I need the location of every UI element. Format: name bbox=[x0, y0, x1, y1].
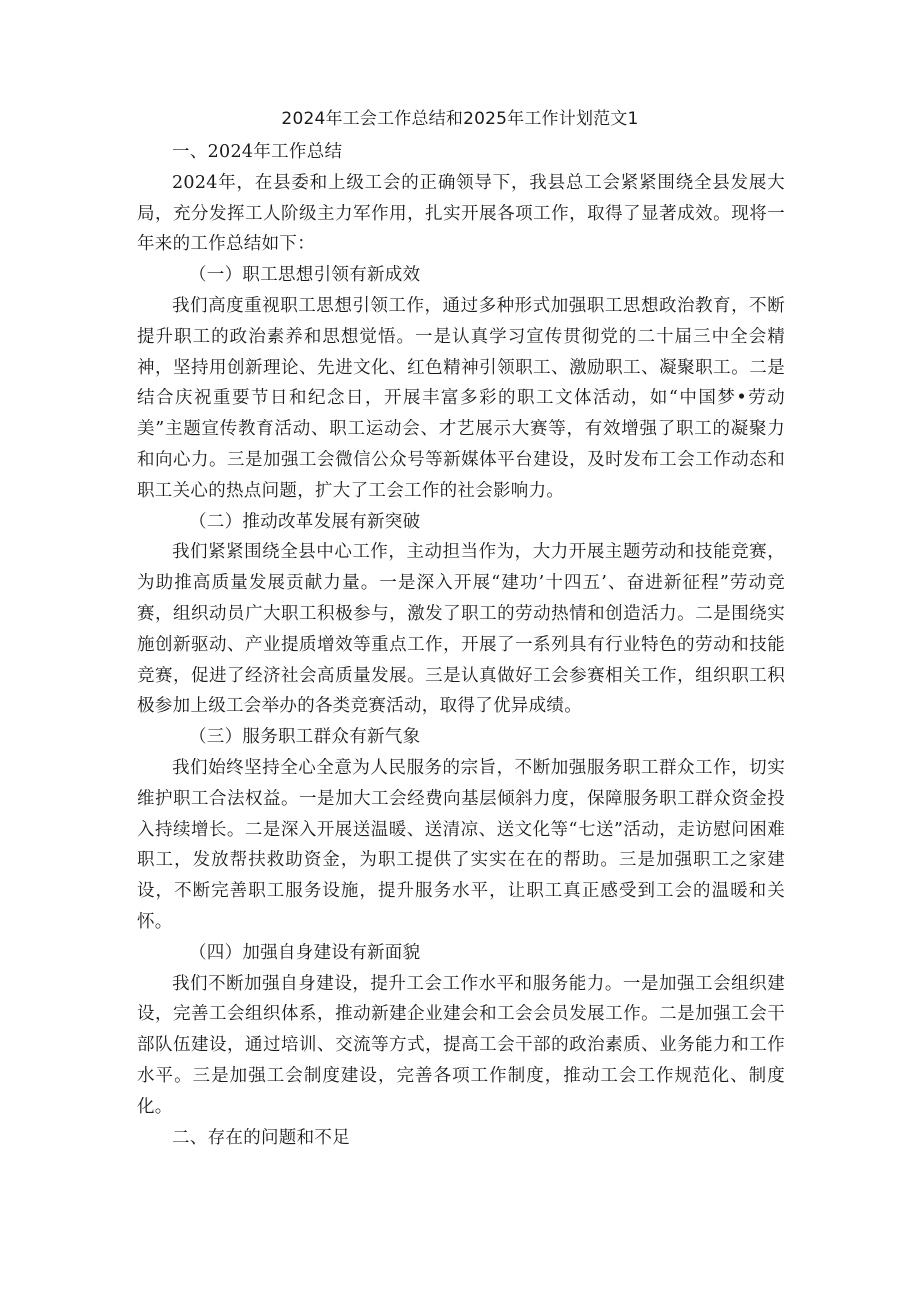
section-heading-summary: 一、2024年工作总结 bbox=[172, 142, 343, 162]
paragraph-ideological-guidance: 我们高度重视职工思想引领工作，通过多种形式加强职工思想政治教育，不断提升职工的政治素养和思想觉悟。一是认真学习宣传贯彻党的二十届三中全会精神，坚持用创新理论、先进文化、红色精神引领职工、激励职工、凝聚职工。二是结合庆祝重要节日和纪念日，开展丰富多彩的职工文体活动，如“中国梦•劳动美”主题宣传教育活动、职工运动会、才艺展示大赛等，有效增强了职工的凝聚力和向心力。三是加强工会微信公众号等新媒体平台建设，及时发布工会工作动态和职工关心的热点问题，扩大了工会工作的社会影响力。 bbox=[137, 295, 785, 501]
intro-paragraph: 2024年，在县委和上级工会的正确领导下，我县总工会紧紧围绕全县发展大局，充分发挥工人阶级主力军作用，扎实开展各项工作，取得了显著成效。现将一年来的工作总结如下： bbox=[137, 172, 785, 255]
document-title: 2024年工会工作总结和2025年工作计划范文1 bbox=[281, 109, 639, 129]
subheading-reform-development: （二）推动改革发展有新突破 bbox=[189, 511, 421, 532]
subheading-ideological-guidance: （一）职工思想引领有新成效 bbox=[189, 265, 421, 286]
subheading-serving-workers: （三）服务职工群众有新气象 bbox=[189, 727, 421, 748]
paragraph-self-building: 我们不断加强自身建设，提升工会工作水平和服务能力。一是加强工会组织建设，完善工会组织体系，推动新建企业建会和工会会员发展工作。二是加强工会干部队伍建设，通过培训、交流等方式，提高工会干部的政治素质、业务能力和工作水平。三是加强工会制度建设，完善各项工作制度，推动工会工作规范化、制度化。 bbox=[137, 973, 785, 1117]
document-body bbox=[137, 137, 785, 1153]
paragraph-reform-development: 我们紧紧围绕全县中心工作，主动担当作为，大力开展主题劳动和技能竞赛，为助推高质量发展贡献力量。一是深入开展“建功’十四五’、奋进新征程”劳动竞赛，组织动员广大职工积极参与，激发了职工的劳动热情和创造活力。二是围绕实施创新驱动、产业提质增效等重点工作，开展了一系列具有行业特色的劳动和技能竞赛，促进了经济社会高质量发展。三是认真做好工会参赛相关工作，组织职工积极参加上级工会举办的各类竞赛活动，取得了优异成绩。 bbox=[137, 542, 785, 717]
paragraph-serving-workers: 我们始终坚持全心全意为人民服务的宗旨，不断加强服务职工群众工作，切实维护职工合法权益。一是加大工会经费向基层倾斜力度，保障服务职工群众资金投入持续增长。二是深入开展送温暖、送清凉、送文化等“七送”活动，走访慰问困难职工，发放帮扶救助资金，为职工提供了实实在在的帮助。三是加强职工之家建设，不断完善职工服务设施，提升服务水平，让职工真正感受到工会的温暖和关怀。 bbox=[137, 757, 785, 932]
section-heading-problems: 二、存在的问题和不足 bbox=[172, 1127, 350, 1148]
subheading-self-building: （四）加强自身建设有新面貌 bbox=[189, 942, 421, 963]
